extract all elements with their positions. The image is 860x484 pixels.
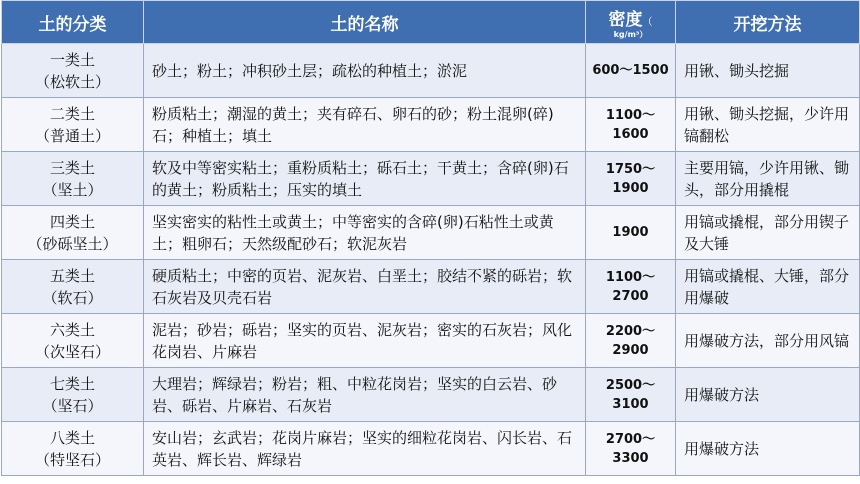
table-header-row [2, 1, 860, 44]
table-row [2, 44, 860, 98]
soil-density-bottom: 2700 [612, 288, 649, 304]
soil-category-sub: （特坚石） [34, 450, 110, 469]
soil-category: 三类土 [49, 158, 95, 177]
header-density-unit: kg/m³） [613, 30, 648, 39]
soil-classification-table [1, 0, 860, 476]
soil-density-top: 2200～ [605, 323, 656, 339]
soil-category-cell [2, 314, 144, 368]
soil-category-sub: （坚石） [42, 396, 103, 415]
header-density-label: 密度 [608, 10, 643, 30]
table-row [2, 260, 860, 314]
soil-names: 砂土；粉土；冲积砂土层；疏松的种植土；淤泥 [144, 44, 586, 98]
soil-density-top: 1100～ [605, 269, 656, 285]
soil-density-cell [586, 314, 676, 368]
soil-density-cell [586, 152, 676, 206]
soil-category-sub: （次坚石） [34, 342, 110, 361]
header-density [586, 1, 676, 44]
soil-density-bottom: 2900 [612, 342, 649, 358]
table-row [2, 206, 860, 260]
soil-category-cell [2, 260, 144, 314]
soil-density-top: 2500～ [605, 377, 656, 393]
soil-category-cell [2, 368, 144, 422]
table-row [2, 368, 860, 422]
header-method: 开挖方法 [676, 1, 860, 44]
soil-category-sub: （砂砾坚土） [27, 234, 118, 253]
excavation-method: 用镐或撬棍、大锤，部分用爆破 [676, 260, 860, 314]
soil-category: 八类土 [49, 428, 95, 447]
soil-category-cell [2, 44, 144, 98]
soil-density-cell [586, 44, 676, 98]
soil-density-bottom: 1600 [612, 126, 649, 142]
excavation-method: 主要用镐，少许用锹、锄头，部分用撬棍 [676, 152, 860, 206]
soil-category-sub: （坚土） [42, 180, 103, 199]
soil-density-top: 1900 [612, 225, 649, 240]
soil-density-bottom: 3300 [612, 450, 649, 466]
header-density-paren: （ [642, 17, 653, 28]
soil-category-sub: （松软土） [34, 72, 110, 91]
soil-category-cell [2, 206, 144, 260]
soil-names: 泥岩；砂岩；砾岩；坚实的页岩、泥灰岩；密实的石灰岩；风化花岗岩、片麻岩 [144, 314, 586, 368]
header-category: 土的分类 [2, 1, 144, 44]
soil-category: 四类土 [49, 212, 95, 231]
soil-density-top: 1100～ [605, 107, 656, 123]
soil-density-cell [586, 98, 676, 152]
excavation-method: 用爆破方法 [676, 368, 860, 422]
excavation-method: 用爆破方法，部分用风镐 [676, 314, 860, 368]
soil-density-cell [586, 206, 676, 260]
soil-density-cell [586, 422, 676, 476]
soil-category-sub: （普通土） [34, 126, 110, 145]
excavation-method: 用镐或撬棍，部分用锲子及大锤 [676, 206, 860, 260]
table-row [2, 152, 860, 206]
soil-names: 坚实密实的粘性土或黄土；中等密实的含碎(卵)石粘性土或黄土；粗卵石；天然级配砂石；软泥灰岩 [144, 206, 586, 260]
soil-category: 七类土 [49, 374, 95, 393]
soil-density-top: 2700～ [605, 431, 656, 447]
soil-density-cell [586, 368, 676, 422]
soil-names: 硬质粘土；中密的页岩、泥灰岩、白垩土；胶结不紧的砾岩；软石灰岩及贝壳石岩 [144, 260, 586, 314]
soil-category-cell [2, 98, 144, 152]
table-row [2, 422, 860, 476]
soil-category: 二类土 [49, 104, 95, 123]
soil-density-top: 1750～ [605, 161, 656, 177]
soil-names: 安山岩；玄武岩；花岗片麻岩；坚实的细粒花岗岩、闪长岩、石英岩、辉长岩、辉绿岩 [144, 422, 586, 476]
soil-density-bottom: 3100 [612, 396, 649, 412]
soil-category: 五类土 [49, 266, 95, 285]
header-name: 土的名称 [144, 1, 586, 44]
soil-category-sub: （软石） [42, 288, 103, 307]
excavation-method: 用锹、锄头挖掘，少许用镐翻松 [676, 98, 860, 152]
soil-names: 软及中等密实粘土；重粉质粘土；砾石土；干黄土；含碎(卵)石的黄土；粉质粘土；压实的填土 [144, 152, 586, 206]
soil-category-cell [2, 152, 144, 206]
soil-density-cell [586, 260, 676, 314]
soil-density-top: 600～1500 [592, 63, 669, 78]
excavation-method: 用爆破方法 [676, 422, 860, 476]
soil-category-cell [2, 422, 144, 476]
soil-names: 大理岩；辉绿岩；粉岩；粗、中粒花岗岩；坚实的白云岩、砂岩、砾岩、片麻岩、石灰岩 [144, 368, 586, 422]
table-row [2, 98, 860, 152]
soil-category: 六类土 [49, 320, 95, 339]
soil-category: 一类土 [49, 50, 95, 69]
table-row [2, 314, 860, 368]
soil-names: 粉质粘土；潮湿的黄土；夹有碎石、卵石的砂；粉土混卵(碎)石；种植土；填土 [144, 98, 586, 152]
soil-density-bottom: 1900 [612, 180, 649, 196]
excavation-method: 用锹、锄头挖掘 [676, 44, 860, 98]
